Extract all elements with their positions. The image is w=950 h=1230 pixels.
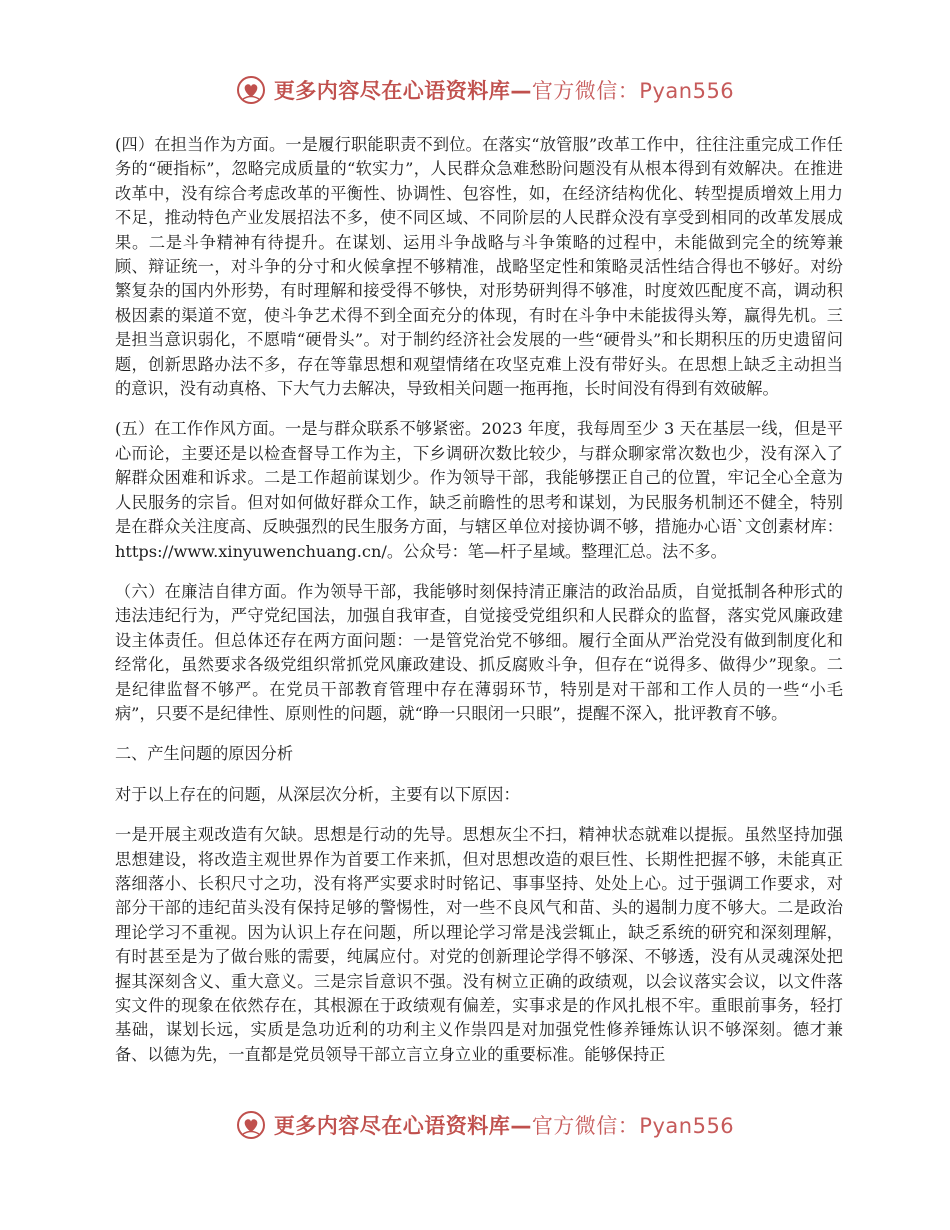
heart-ribbon-icon [236, 1110, 266, 1140]
paragraph-commitment: (四）在担当作为方面。一是履行职能职责不到位。在落实“放管服”改革工作中，往往注重完成工作任务的“硬指标”，忽略完成质量的“软实力”，人民群众急难愁盼问题没有从根本得到有效解决。在推进改革中，没有综合考虑改革的平衡性、协调性、包容性，如，在经济结构优化、转型提质增效上用力不足，推动特色产业发展招法不多，使不同区域、不同阶层的人民群众没有享受到相同的改革发展成果。二是斗争精神有待提升。在谋划、运用斗争战略与斗争策略的过程中，未能做到完全的统筹兼顾、辩证统一，对斗争的分寸和火候拿捏不够精准，战略坚定性和策略灵活性结合得也不够好。对纷繁复杂的国内外形势，有时理解和接受得不够快，对形势研判得不够准，时度效匹配度不高，调动积极因素的渠道不宽，使斗争艺术得不到全面充分的体现，有时在斗争中未能拔得头筹，赢得先机。三是担当意识弱化，不愿啃“硬骨头”。对于制约经济社会发展的一些“硬骨头”和长期积压的历史遗留问题，创新思路办法不多，存在等靠思想和观望情绪在攻坚克难上没有带好头。在思想上缺乏主动担当的意识，没有动真格、下大气力去解决，导致相关问题一拖再拖，长时间没有得到有效破解。 [115, 135, 843, 399]
footer-banner [0, 1105, 950, 1145]
banner-text [274, 75, 734, 105]
paragraph-intro-causes: 对于以上存在的问题，从深层次分析，主要有以下原因： [115, 784, 520, 804]
paragraph-integrity: （六）在廉洁自律方面。作为领导干部，我能够时刻保持清正廉洁的政治品质，自觉抵制各种形式的违法违纪行为，严守党纪国法，加强自我审查，自觉接受党组织和人民群众的监督，落实党风廉政建设主体责任。但总体还存在两方面问题：一是管党治党不够细。履行全面从严治党没有做到制度化和经常化，虽然要求各级党组织常抓党风廉政建设、抓反腐败斗争，但存在“说得多、做得少”现象。二是纪律监督不够严。在党员干部教育管理中存在薄弱环节，特别是对干部和工作人员的一些“小毛病”，只要不是纪律性、原则性的问题，就“睁一只眼闭一只眼”，提醒不深入，批评教育不够。 [115, 581, 843, 723]
document-body [115, 133, 843, 1083]
paragraph-work-style: (五）在工作作风方面。一是与群众联系不够紧密。2023 年度，我每周至少 3 天在基层一线，但是平心而论，主要还是以检查督导工作为主，下乡调研次数比较少，与群众聊家常次数也少，没有深入了解群众困难和诉求。二是工作超前谋划少。作为领导干部，我能够摆正自己的位置，牢记全心全意为人民服务的宗旨。但对如何做好群众工作，缺乏前瞻性的思考和谋划，为民服务机制还不健全，特别是在群众关注度高、反映强烈的民生服务方面，与辖区单位对接协调不够，措施办心语`文创素材库：https://www.xinyuwenchuang.cn/。公众号：笔—杆子星域。整理汇总。法不多。 [115, 419, 843, 561]
heart-ribbon-icon [236, 75, 266, 105]
banner-text [274, 1110, 734, 1140]
banner-wechat-text: 官方微信：Pyan556 [531, 79, 735, 103]
banner-wechat-text: 官方微信：Pyan556 [531, 1114, 735, 1138]
banner-main-text: 更多内容尽在心语资料库 [273, 1114, 511, 1138]
banner-content [236, 75, 734, 105]
paragraph-causes-detail: 一是开展主观改造有欠缺。思想是行动的先导。思想灰尘不扫，精神状态就难以提振。虽然坚持加强思想建设，将改造主观世界作为首要工作来抓，但对思想改造的艰巨性、长期性把握不够，未能真正落细落小、长积尺寸之功，没有将严实要求时时铭记、事事坚持、处处上心。过于强调工作要求，对部分干部的违纪苗头没有保持足够的警惕性，对一些不良风气和苗、头的遏制力度不够大。二是政治理论学习不重视。因为认识上存在问题，所以理论学习常是浅尝辄止，缺乏系统的研究和深刻理解，有时甚至是为了做台账的需要，纯属应付。对党的创新理论学得不够深、不够透，没有从灵魂深处把握其深刻含义、重大意义。三是宗旨意识不强。没有树立正确的政绩观，以会议落实会议，以文件落实文件的现象在依然存在，其根源在于政绩观有偏差，实事求是的作风扎根不牢。重眼前事务，轻打基础，谋划长远，实质是急功近利的功利主义作祟四是对加强党性修养锤炼认识不够深刻。德才兼备、以德为先，一直都是党员领导干部立言立身立业的重要标准。能够保持正 [115, 825, 843, 1064]
banner-main-text: 更多内容尽在心语资料库 [273, 79, 511, 103]
banner-content [236, 1110, 734, 1140]
section-heading-causes: 二、产生问题的原因分析 [115, 744, 294, 764]
banner-dash: — [510, 1114, 532, 1138]
header-banner [0, 70, 950, 110]
banner-dash: — [510, 79, 532, 103]
